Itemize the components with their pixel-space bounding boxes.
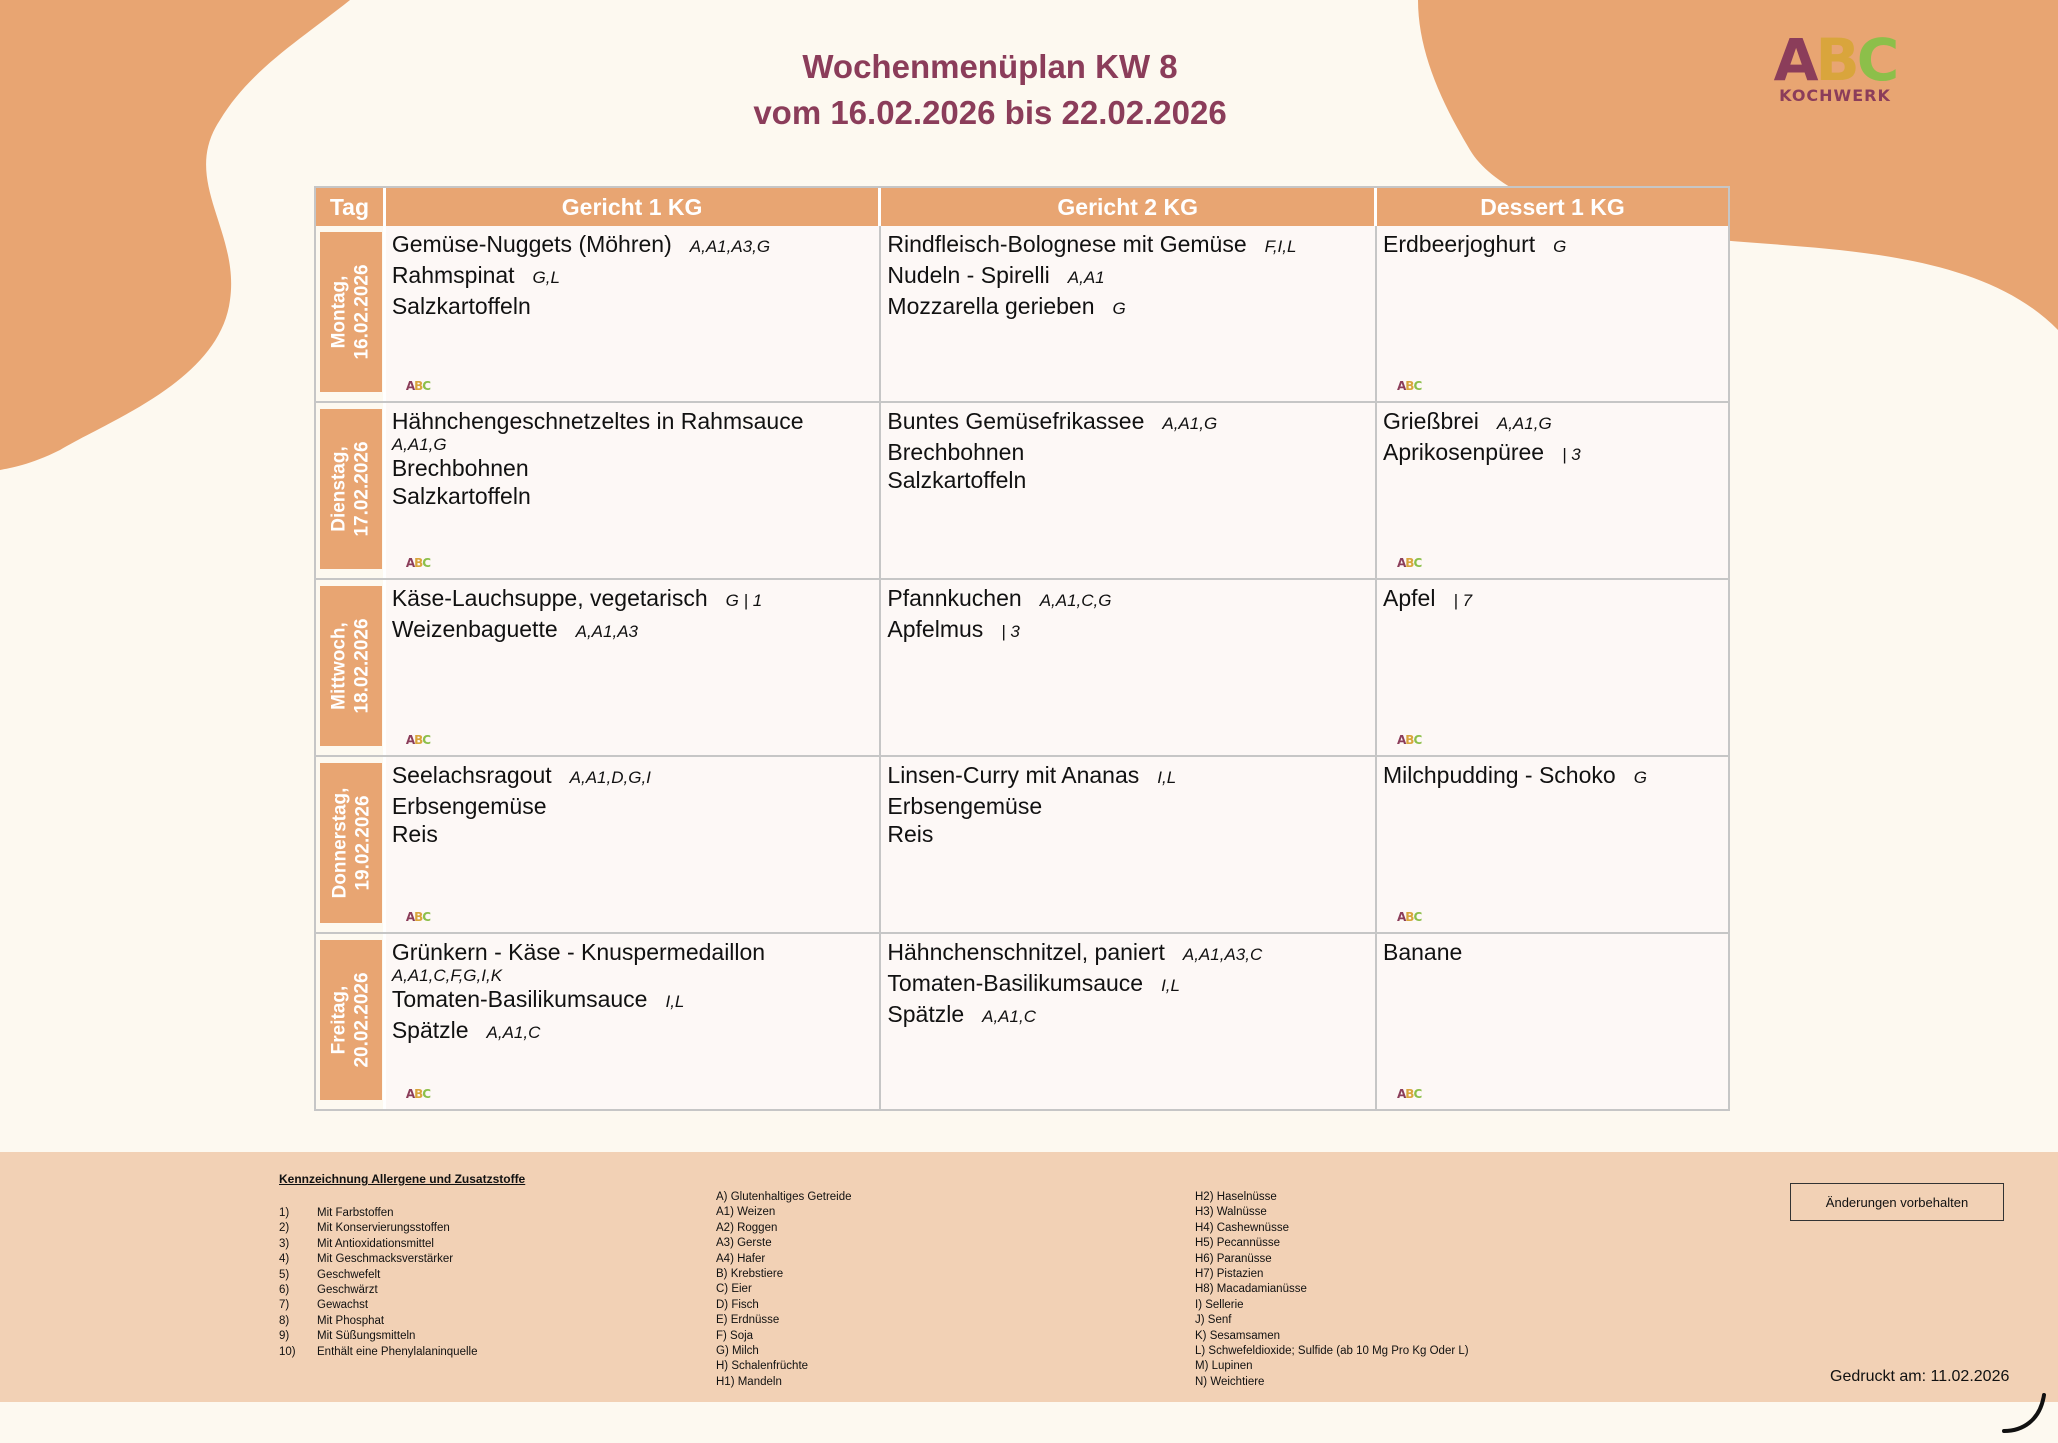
dish2-cell (881, 403, 1377, 578)
allergen-codes: A,A1,G (1496, 414, 1552, 433)
allergen-codes: | 3 (1562, 445, 1581, 464)
abc-kochwerk-logo (1770, 26, 1900, 105)
legend-additive-item (279, 1221, 477, 1236)
dish-name: Linsen-Curry mit Ananas (887, 762, 1140, 788)
day-label-box (320, 586, 382, 746)
page-title (600, 44, 1380, 136)
allergen-codes: A,A1,D,G,I (569, 768, 651, 787)
legend-allergen-item: H3) Walnüsse (1195, 1206, 1267, 1219)
legend-number: 3) (279, 1237, 290, 1250)
dish-name: Aprikosenpüree (1383, 439, 1545, 465)
dish-item (392, 938, 874, 985)
legend-number: 5) (279, 1268, 290, 1281)
day-date: 19.02.2026 (352, 795, 374, 891)
dish-item (887, 761, 1369, 792)
day-label (328, 441, 374, 536)
dish1-cell (386, 403, 882, 578)
dish-name: Spätzle (887, 1001, 965, 1027)
header-dish1: Gericht 1 KG (386, 188, 882, 226)
header-dessert: Dessert 1 KG (1480, 193, 1625, 220)
dish-name: Nudeln - Spirelli (887, 262, 1050, 288)
dish-item (887, 292, 1369, 323)
dish-item (887, 820, 1369, 848)
dish-item (1383, 938, 1722, 966)
dish-item (392, 985, 874, 1016)
allergen-codes: G (1553, 237, 1567, 256)
dish-name: Erbsengemüse (391, 793, 547, 819)
mini-logo-icon: ABC (405, 379, 431, 393)
dish-name: Gemüse-Nuggets (Möhren) (391, 231, 672, 257)
table-body (314, 226, 1730, 1111)
legend-allergen-item: A1) Weizen (716, 1206, 776, 1219)
dish-item (392, 761, 874, 792)
legend-additive-item (279, 1329, 477, 1344)
dish-name: Erbsengemüse (887, 793, 1043, 819)
legend-allergen-item: H5) Pecannüsse (1195, 1237, 1281, 1250)
dish-name: Brechbohnen (887, 439, 1025, 465)
dish-name: Salzkartoffeln (391, 483, 531, 509)
legend-additive-item (279, 1206, 477, 1221)
dish-name: Käse-Lauchsuppe, vegetarisch (391, 585, 708, 611)
dish-name: Apfelmus (887, 616, 984, 642)
dish-name: Tomaten-Basilikumsauce (887, 970, 1144, 996)
dish-item (392, 292, 874, 320)
dish1-cell (386, 757, 882, 932)
allergen-codes: | 7 (1453, 591, 1473, 610)
allergen-codes: A,A1 (1067, 268, 1105, 287)
day-cell (316, 934, 386, 1109)
dish2-cell (881, 580, 1377, 755)
legend-number: 6) (279, 1284, 290, 1297)
legend-allergen-item: C) Eier (716, 1283, 752, 1296)
dish-item (887, 230, 1369, 261)
legend-allergen-item: H4) Cashewnüsse (1195, 1221, 1289, 1234)
logo-letter-a: A (1773, 26, 1816, 94)
legend-allergen-item: K) Sesamsamen (1195, 1329, 1281, 1342)
day-cell (316, 580, 386, 755)
dish-item (887, 969, 1369, 1000)
page-curl-icon (2000, 1385, 2050, 1435)
legend-label: Geschwärzt (317, 1284, 378, 1297)
legend-allergen-item: I) Sellerie (1195, 1298, 1244, 1311)
dessert-cell (1377, 403, 1728, 578)
allergen-codes: I,L (1157, 768, 1177, 787)
dish2-cell (881, 934, 1377, 1109)
day-name: Freitag, (329, 985, 350, 1055)
table-row (314, 580, 1730, 757)
legend-allergen-item: A4) Hafer (716, 1252, 766, 1265)
allergen-codes: A,A1,A3,C (1182, 945, 1263, 964)
dish-name: Banane (1383, 939, 1463, 965)
dish-name: Tomaten-Basilikumsauce (391, 986, 648, 1012)
legend-label: Mit Süßungsmitteln (317, 1330, 416, 1343)
legend-allergen-item: H2) Haselnüsse (1195, 1191, 1277, 1203)
legend-additive-item (279, 1283, 477, 1298)
header-dish2: Gericht 2 KG (881, 188, 1377, 226)
legend-label: Mit Antioxidationsmittel (317, 1237, 434, 1250)
legend-allergen-item: A2) Roggen (716, 1221, 778, 1234)
day-name: Donnerstag, (329, 787, 351, 899)
allergen-codes: A,A1,A3 (575, 622, 638, 641)
dish-name: Salzkartoffeln (887, 467, 1027, 493)
day-label (328, 618, 374, 713)
dessert-cell (1377, 226, 1728, 401)
legend-number: 8) (279, 1314, 290, 1327)
day-name: Dienstag, (329, 446, 350, 532)
allergen-codes: A,A1,C,G (1039, 591, 1112, 610)
dish-name: Salzkartoffeln (391, 293, 531, 319)
day-label-box (320, 409, 382, 569)
logo-subtitle: KOCHWERK (1779, 86, 1891, 105)
table-row (314, 226, 1730, 403)
day-date: 20.02.2026 (352, 972, 373, 1068)
dish-item (392, 1016, 874, 1047)
dish-item (1383, 230, 1722, 261)
logo-letters (1770, 26, 1900, 94)
allergen-codes: A,A1,C,F,G,I,K (391, 966, 503, 985)
legend-allergens-2 (1195, 1190, 1469, 1390)
legend-number: 2) (279, 1222, 290, 1235)
dish-name: Milchpudding - Schoko (1383, 762, 1616, 788)
dish-item (392, 261, 874, 292)
mini-logo-icon: ABC (1397, 379, 1422, 393)
day-name: Montag, (329, 275, 350, 349)
dish-item (887, 438, 1369, 466)
dessert-cell (1377, 934, 1728, 1109)
legend-allergen-item: H) Schalenfrüchte (716, 1360, 809, 1373)
dish-item (392, 792, 874, 820)
legend-allergen-item: B) Krebstiere (716, 1268, 784, 1281)
table-header (314, 186, 1730, 226)
dish1-cell (386, 934, 882, 1109)
allergen-codes: G (1633, 768, 1647, 787)
header-day: Tag (316, 188, 386, 226)
dish-name: Seelachsragout (391, 762, 552, 788)
dish-name: Spätzle (391, 1017, 469, 1043)
legend-label: Mit Konservierungsstoffen (317, 1222, 450, 1235)
legend-allergen-item: J) Senf (1195, 1314, 1232, 1327)
table-row (314, 934, 1730, 1111)
title-date-range: vom 16.02.2026 bis 22.02.2026 (753, 94, 1227, 131)
dish-item (392, 454, 874, 482)
day-date: 16.02.2026 (352, 264, 373, 360)
legend-number: 10) (279, 1345, 296, 1358)
legend-allergen-item: F) Soja (716, 1329, 754, 1342)
dessert-cell (1377, 757, 1728, 932)
legend-additive-item (279, 1314, 477, 1329)
day-name: Mittwoch, (329, 622, 350, 710)
dish1-cell (386, 580, 882, 755)
dish-item (887, 466, 1369, 494)
table-row (314, 757, 1730, 934)
legend-allergen-item: H8) Macadamianüsse (1195, 1283, 1307, 1296)
mini-logo-icon: ABC (1397, 910, 1422, 924)
dish-item (392, 230, 874, 261)
day-label-box (320, 232, 382, 392)
dish-item (887, 1000, 1369, 1031)
allergen-codes: A,A1,C (486, 1023, 541, 1042)
logo-letter-b: B (1815, 26, 1857, 94)
allergen-codes: G | 1 (725, 591, 763, 610)
menu-table (314, 186, 1730, 1111)
day-label (328, 788, 374, 899)
legend-number: 4) (279, 1253, 290, 1266)
legend-allergen-item: N) Weichtiere (1195, 1375, 1265, 1388)
dish-item (887, 261, 1369, 292)
legend-additive-item (279, 1298, 477, 1313)
dish-item (1383, 438, 1722, 469)
dish-name: Erdbeerjoghurt (1383, 231, 1536, 257)
dish-name: Pfannkuchen (887, 585, 1022, 611)
day-date: 17.02.2026 (352, 441, 373, 537)
allergen-codes: A,A1,C (982, 1007, 1036, 1026)
dish-item (392, 615, 874, 646)
legend-title: Kennzeichnung Allergene und Zusatzstoffe (279, 1172, 526, 1186)
dish-name: Apfel (1383, 585, 1436, 611)
legend-number: 7) (279, 1299, 290, 1312)
dish-item (392, 820, 874, 848)
legend-label: Gewachst (317, 1299, 369, 1312)
legend-label: Mit Phosphat (317, 1314, 385, 1327)
dish-item (392, 407, 874, 454)
legend-label: Geschwefelt (317, 1268, 381, 1281)
dish-name: Reis (391, 821, 438, 847)
legend-additive-item (279, 1237, 477, 1252)
dish-name: Grießbrei (1383, 408, 1479, 434)
dish-item (887, 792, 1369, 820)
allergen-codes: I,L (1161, 976, 1180, 995)
day-label-box (320, 940, 382, 1100)
legend-number: 9) (279, 1330, 290, 1343)
title-week: Wochenmenüplan KW 8 (802, 48, 1178, 85)
legend-additives (279, 1206, 477, 1360)
dish-name: Hähnchengeschnetzeltes in Rahmsauce (391, 408, 804, 434)
dish2-cell (881, 226, 1377, 401)
dish-name: Reis (887, 821, 934, 847)
day-label (328, 972, 374, 1067)
logo-letter-c: C (1856, 26, 1897, 94)
notice-box: Änderungen vorbehalten (1790, 1183, 2004, 1221)
dish1-cell (386, 226, 882, 401)
day-label (328, 264, 374, 359)
dish-item (1383, 761, 1722, 792)
legend-additive-item (279, 1252, 477, 1267)
printed-date: Gedruckt am: 11.02.2026 (1830, 1368, 2010, 1385)
dish-name: Grünkern - Käse - Knuspermedaillon (391, 939, 766, 965)
day-cell (316, 403, 386, 578)
allergen-codes: | 3 (1001, 622, 1020, 641)
legend-allergen-item: A) Glutenhaltiges Getreide (716, 1191, 852, 1203)
allergen-codes: I,L (665, 992, 685, 1011)
allergen-codes: A,A1,G (391, 435, 447, 454)
dish-item (887, 584, 1369, 615)
allergen-codes: A,A1,A3,G (689, 237, 771, 256)
legend-allergen-item: G) Milch (716, 1345, 759, 1358)
dish-name: Buntes Gemüsefrikassee (887, 408, 1145, 434)
dish-item (887, 615, 1369, 646)
mini-logo-icon: ABC (405, 910, 431, 924)
dish-name: Weizenbaguette (391, 616, 558, 642)
day-cell (316, 226, 386, 401)
dish-name: Hähnchenschnitzel, paniert (887, 939, 1165, 965)
legend-label: Mit Farbstoffen (317, 1207, 394, 1219)
legend-allergen-item: E) Erdnüsse (716, 1314, 780, 1327)
legend-allergen-item: D) Fisch (716, 1298, 759, 1311)
dish-name: Rahmspinat (391, 262, 515, 288)
allergen-codes: F,I,L (1264, 237, 1297, 256)
mini-logo-icon: ABC (405, 733, 431, 747)
mini-logo-icon: ABC (405, 1087, 431, 1101)
legend-allergen-item: L) Schwefeldioxide; Sulfide (ab 10 Mg Pro Kg Oder L) (1195, 1345, 1469, 1358)
legend-allergen-item: H1) Mandeln (716, 1375, 782, 1388)
mini-logo-icon: ABC (405, 556, 431, 570)
legend-allergen-item: H6) Paranüsse (1195, 1252, 1272, 1265)
dish-item (887, 938, 1369, 969)
mini-logo-icon: ABC (1397, 556, 1422, 570)
legend-label: Mit Geschmacksverstärker (317, 1253, 454, 1266)
legend-additive-item (279, 1268, 477, 1283)
legend-allergens-1 (716, 1190, 852, 1390)
dessert-cell (1377, 580, 1728, 755)
legend-allergen-item: H7) Pistazien (1195, 1268, 1264, 1281)
mini-logo-icon: ABC (1397, 1087, 1422, 1101)
dish-item (887, 407, 1369, 438)
dish-name: Brechbohnen (391, 455, 529, 481)
allergen-codes: A,A1,G (1162, 414, 1218, 433)
dish-item (1383, 584, 1722, 615)
day-cell (316, 757, 386, 932)
legend-additive-item (279, 1345, 477, 1360)
mini-logo-icon: ABC (1397, 733, 1422, 747)
table-row (314, 403, 1730, 580)
legend-label: Enthält eine Phenylalaninquelle (317, 1345, 478, 1358)
legend-allergen-item: A3) Gerste (716, 1237, 772, 1250)
dish-item (1383, 407, 1722, 438)
day-date: 18.02.2026 (352, 618, 373, 714)
dish-name: Rindfleisch-Bolognese mit Gemüse (887, 231, 1247, 257)
dish-item (392, 482, 874, 510)
dish-item (392, 584, 874, 615)
allergen-codes: G (1112, 299, 1126, 318)
allergen-codes: G,L (532, 268, 560, 287)
dish-name: Mozzarella gerieben (887, 293, 1095, 319)
legend-allergen-item: M) Lupinen (1195, 1360, 1253, 1373)
dish2-cell (881, 757, 1377, 932)
day-label-box (320, 763, 382, 923)
legend-number: 1) (279, 1207, 290, 1219)
